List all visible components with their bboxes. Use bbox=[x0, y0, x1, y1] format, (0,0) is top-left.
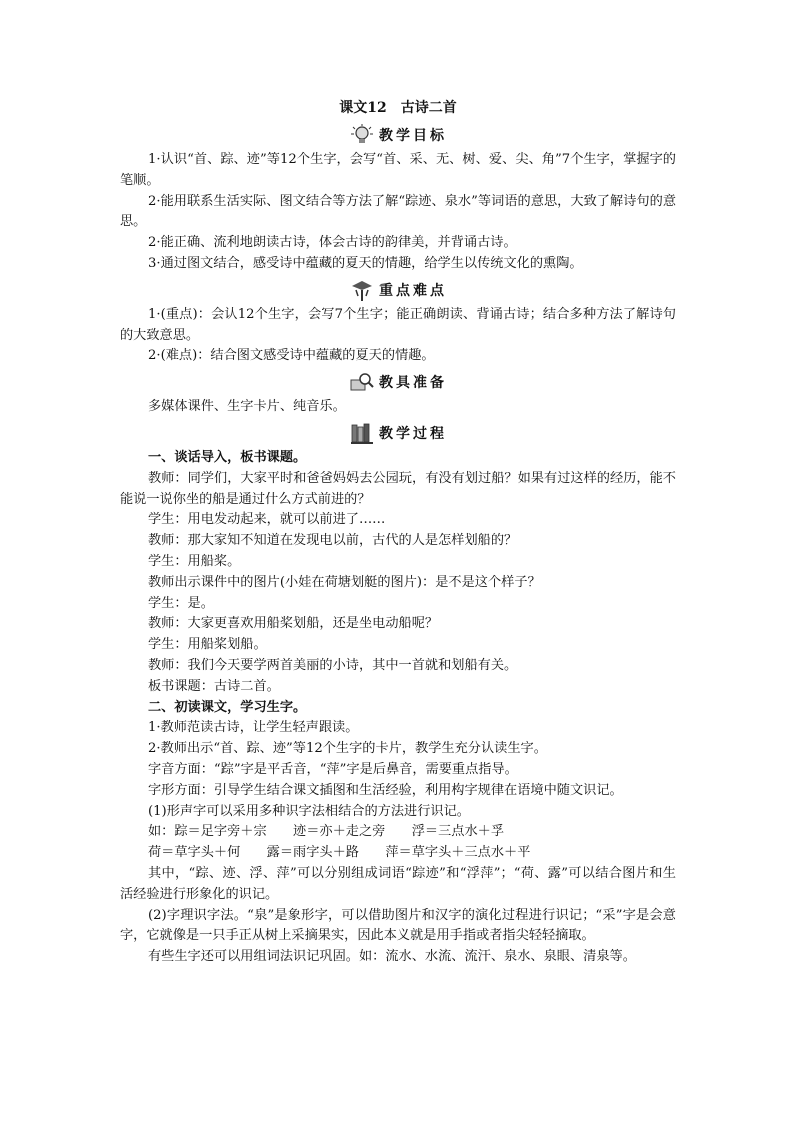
materials-item: 多媒体课件、生字卡片、纯音乐。 bbox=[148, 399, 346, 415]
goal-item: 2·能用联系生活实际、图文结合等方法了解“踪迹、泉水”等词语的意思，大致了解诗句的意思。 bbox=[120, 193, 676, 230]
key-point-item: 1·(重点)：会认12个生字，会写7个生字；能正确朗读、背诵古诗；结合多种方法了解诗句的大致意思。 bbox=[120, 306, 676, 343]
process-item: 学生：是。 bbox=[148, 595, 214, 611]
section-heading-process bbox=[120, 420, 676, 446]
key-point-item: 2·(难点)：结合图文感受诗中蕴藏的夏天的情趣。 bbox=[148, 348, 435, 364]
section-heading-label: 重点难点 bbox=[379, 282, 447, 299]
process-item: 其中，“踪、迹、浮、萍”可以分别组成词语“踪迹”和“浮萍”；“荷、露”可以结合图片和生活经验进行形象化的识记。 bbox=[120, 865, 676, 902]
process-heading: 二、初读课文，学习生字。 bbox=[148, 699, 307, 715]
goal-item: 1·认识“首、踪、迹”等12个生字，会写“首、采、无、树、爱、尖、角”7个生字，掌握字的笔顺。 bbox=[120, 152, 676, 188]
process-item: 学生：用船桨。 bbox=[148, 553, 241, 569]
process-item: 如：踪＝足字旁＋宗 迹＝亦＋走之旁 浮＝三点水＋孚 bbox=[148, 824, 505, 840]
process-item: 字音方面：“踪”字是平舌音，“萍”字是后鼻音，需要重点指导。 bbox=[148, 761, 518, 777]
lightbulb-icon bbox=[349, 123, 375, 147]
process-item: 1·教师范读古诗，让学生轻声跟读。 bbox=[148, 720, 359, 736]
process-item: 学生：用电发动起来，就可以前进了…… bbox=[148, 512, 386, 528]
goal-item: 2·能正确、流利地朗读古诗，体会古诗的韵律美，并背诵古诗。 bbox=[148, 235, 517, 251]
process-item: 板书课题：古诗二首。 bbox=[148, 678, 280, 694]
section-heading-label: 教学目标 bbox=[379, 128, 447, 144]
process-item: 教师：大家更喜欢用船桨划船，还是坐电动船呢？ bbox=[148, 616, 439, 632]
process-item: 字形方面：引导学生结合课文插图和生活经验，利用构字规律在语境中随文识记。 bbox=[148, 782, 623, 798]
section-heading-goals bbox=[120, 122, 676, 148]
process-item: 教师：同学们，大家平时和爸爸妈妈去公园玩，有没有划过船？如果有过这样的经历，能不能说一说你坐的船是通过什么方式前进的？ bbox=[120, 470, 676, 507]
process-item: 有些生字还可以用组词法识记巩固。如：流水、水流、流汗、泉水、泉眼、清泉等。 bbox=[148, 949, 636, 965]
section-heading-label: 教具准备 bbox=[379, 375, 447, 392]
section-heading-key-points bbox=[120, 277, 676, 303]
process-item: 教师出示课件中的图片(小娃在荷塘划艇的图片)：是不是这个样子？ bbox=[148, 574, 541, 590]
section-heading-label: 教学过程 bbox=[379, 425, 447, 442]
process-item: 荷＝草字头＋何 露＝雨字头＋路 萍＝草字头＋三点水＋平 bbox=[148, 845, 531, 861]
process-item: (1)形声字可以采用多种识字法相结合的方法进行识记。 bbox=[148, 803, 470, 819]
pin-icon bbox=[349, 278, 375, 302]
lesson-title: 课文12 古诗二首 bbox=[339, 100, 457, 116]
process-item: (2)字理识字法。“泉”是象形字，可以借助图片和汉字的演化过程进行识记；“采”字是会意字，它就像是一只手正从树上采摘果实，因此本义就是用手指或者指尖轻轻摘取。 bbox=[120, 907, 676, 944]
process-item: 教师：我们今天要学两首美丽的小诗，其中一首就和划船有关。 bbox=[148, 657, 518, 673]
books-icon bbox=[349, 421, 375, 445]
process-item: 教师：那大家知不知道在发现电以前，古代的人是怎样划船的？ bbox=[148, 533, 518, 549]
section-heading-materials bbox=[120, 369, 676, 395]
document-page bbox=[120, 96, 676, 968]
goal-item: 3·通过图文结合，感受诗中蕴藏的夏天的情趣，给学生以传统文化的熏陶。 bbox=[148, 255, 583, 271]
process-item: 学生：用船桨划船。 bbox=[148, 637, 267, 653]
process-heading: 一、谈话导入，板书课题。 bbox=[148, 449, 307, 465]
process-item: 2·教师出示“首、踪、迹”等12个生字的卡片，教学生充分认读生字。 bbox=[148, 741, 547, 757]
magnifier-icon bbox=[349, 370, 375, 394]
